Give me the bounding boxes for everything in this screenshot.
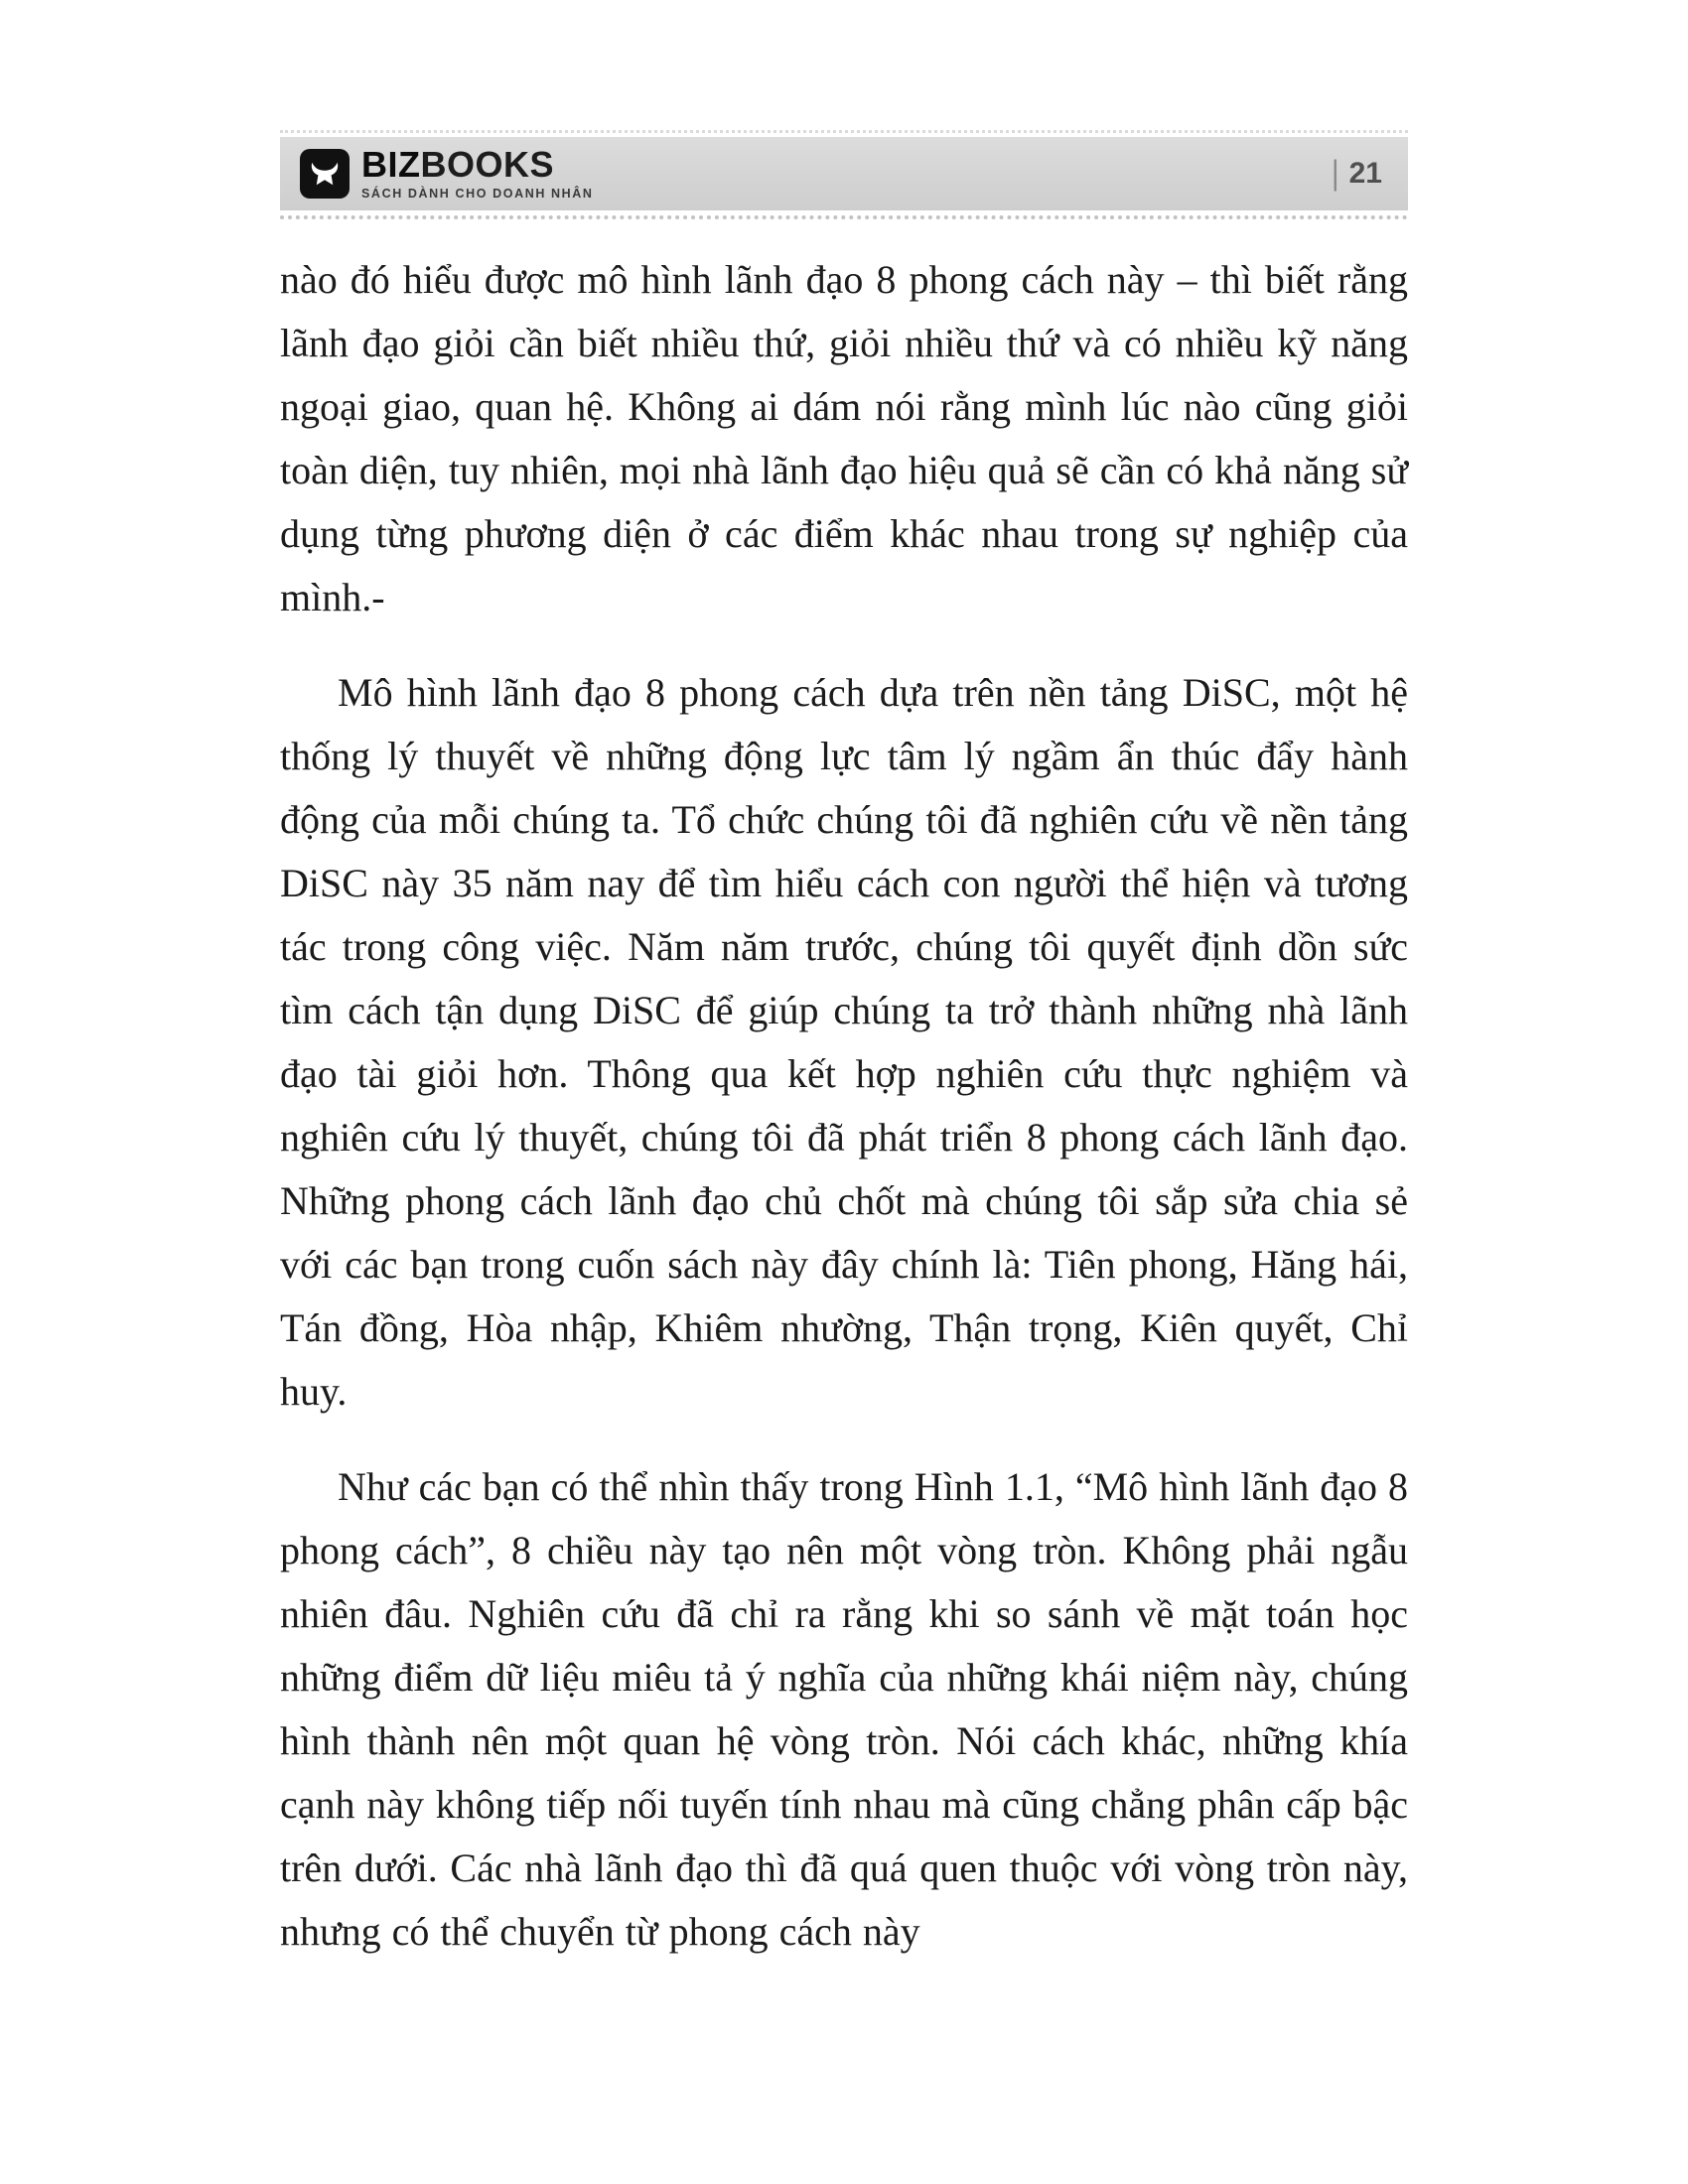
paragraph-1: nào đó hiểu được mô hình lãnh đạo 8 phong cách này – thì biết rằng lãnh đạo giỏi cần biết nhiều thứ, giỏi nhiều thứ và có nhiều kỹ năng ngoại giao, quan hệ. Không ai dám nói rằng mình lúc nào cũng giỏi toàn diện, tuy nhiên, mọi nhà lãnh đạo hiệu quả sẽ cần có khả năng sử dụng từng phương diện ở các điểm khác nhau trong sự nghiệp của mình.- — [280, 257, 1408, 619]
page-body — [280, 248, 1408, 1995]
brand-text — [361, 144, 594, 202]
brand-tagline: SÁCH DÀNH CHO DOANH NHÂN — [361, 187, 594, 202]
publisher-logo — [300, 144, 594, 202]
bull-head-icon — [300, 149, 350, 199]
paragraph-2: Mô hình lãnh đạo 8 phong cách dựa trên nền tảng DiSC, một hệ thống lý thuyết về những động lực tâm lý ngầm ẩn thúc đẩy hành động của mỗi chúng ta. Tổ chức chúng tôi đã nghiên cứu về nền tảng DiSC này 35 năm nay để tìm hiểu cách con người thể hiện và tương tác trong công việc. Năm năm trước, chúng tôi quyết định dồn sức tìm cách tận dụng DiSC để giúp chúng ta trở thành những nhà lãnh đạo tài giỏi hơn. Thông qua kết hợp nghiên cứu thực nghiệm và nghiên cứu lý thuyết, chúng tôi đã phát triển 8 phong cách lãnh đạo. Những phong cách lãnh đạo chủ chốt mà chúng tôi sắp sửa chia sẻ với các bạn trong cuốn sách này đây chính là: Tiên phong, Hăng hái, Tán đồng, Hòa nhập, Khiêm nhường, Thận trọng, Kiên quyết, Chỉ huy. — [280, 670, 1408, 1414]
paragraph-3: Như các bạn có thể nhìn thấy trong Hình 1.1, “Mô hình lãnh đạo 8 phong cách”, 8 chiều này tạo nên một vòng tròn. Không phải ngẫu nhiên đâu. Nghiên cứu đã chỉ ra rằng khi so sánh về mặt toán học những điểm dữ liệu miêu tả ý nghĩa của những khái niệm này, chúng hình thành nên một quan hệ vòng tròn. Nói cách khác, những khía cạnh này không tiếp nối tuyến tính nhau mà cũng chẳng phân cấp bậc trên dưới. Các nhà lãnh đạo thì đã quá quen thuộc với vòng tròn này, nhưng có thể chuyển từ phong cách này — [280, 1464, 1408, 1954]
page-header — [280, 137, 1408, 210]
brand-name — [361, 144, 594, 186]
page-number-value: 21 — [1348, 157, 1382, 190]
page-number-separator: | — [1331, 154, 1339, 193]
brand-name-biz: BIZ — [361, 144, 421, 186]
brand-name-books: BOOKS — [420, 144, 555, 186]
page-number — [1331, 154, 1382, 193]
